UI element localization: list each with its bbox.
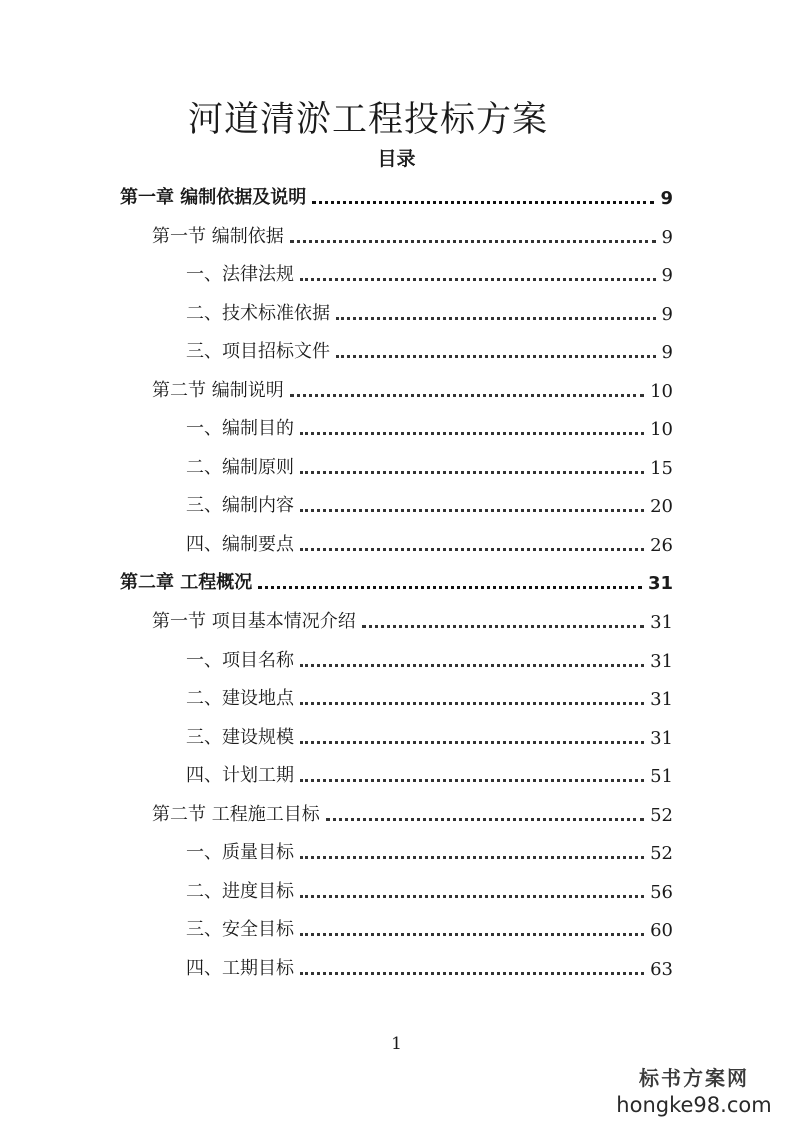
toc-entry [186, 453, 673, 479]
toc-entry-page: 9 [661, 227, 673, 248]
toc-entry-page: 51 [650, 766, 673, 787]
toc-leader-dots [300, 702, 644, 705]
toc-entry [186, 414, 673, 440]
toc-leader-dots [300, 856, 644, 859]
toc-leader-dots [300, 933, 644, 936]
toc-leader-dots [300, 779, 644, 782]
toc-entry [186, 337, 673, 363]
toc-entry-label: 第二节 编制说明 [152, 380, 284, 401]
toc-entry-page: 9 [661, 304, 673, 325]
toc-entry [120, 183, 673, 209]
toc-entry-label: 第一节 编制依据 [152, 226, 284, 247]
toc-leader-dots [300, 432, 644, 435]
toc-entry-page: 9 [660, 188, 673, 209]
toc-entry-page: 20 [650, 496, 673, 517]
toc-entry-label: 二、编制原则 [186, 457, 294, 478]
toc-entry-page: 31 [650, 612, 673, 633]
toc-entry [186, 684, 673, 710]
toc-entry-page: 9 [661, 265, 673, 286]
toc-entry [186, 761, 673, 787]
toc-entry-page: 15 [650, 458, 673, 479]
toc-entry-page: 56 [650, 882, 673, 903]
toc-entry-page: 52 [650, 843, 673, 864]
toc-entry-label: 第一章 编制依据及说明 [120, 187, 307, 208]
toc-entry [186, 530, 673, 556]
toc-entry [186, 838, 673, 864]
toc-entry-page: 63 [650, 959, 673, 980]
toc-leader-dots [258, 586, 642, 589]
toc-entry-page: 10 [650, 419, 673, 440]
toc-entry [186, 954, 673, 980]
toc-entry-label: 四、编制要点 [186, 534, 294, 555]
toc-leader-dots [362, 625, 644, 628]
toc-leader-dots [312, 201, 654, 204]
toc-entry-label: 三、编制内容 [186, 495, 294, 516]
toc-entry-page: 31 [650, 651, 673, 672]
toc-entry [152, 222, 673, 248]
toc-entry-page: 31 [647, 573, 673, 594]
toc-entry-page: 31 [650, 728, 673, 749]
toc-entry [186, 877, 673, 903]
toc-entry-page: 10 [650, 381, 673, 402]
toc-entry-label: 二、技术标准依据 [186, 303, 330, 324]
toc-entry [186, 915, 673, 941]
toc-entry [186, 260, 673, 286]
toc-entry [152, 800, 673, 826]
document-title: 河道清淤工程投标方案 [188, 100, 549, 140]
toc-entry-page: 26 [650, 535, 673, 556]
toc-entry-page: 9 [661, 342, 673, 363]
toc-entry-page: 52 [650, 805, 673, 826]
toc-entry-label: 一、质量目标 [186, 842, 294, 863]
watermark [609, 1062, 779, 1117]
toc-entry-label: 第二节 工程施工目标 [152, 804, 320, 825]
toc-entry [186, 299, 673, 325]
toc-leader-dots [290, 394, 644, 397]
watermark-url: hongke98.com [616, 1093, 772, 1117]
page-number: 1 [391, 1034, 402, 1054]
toc-entry-label: 三、安全目标 [186, 919, 294, 940]
toc-leader-dots [300, 548, 644, 551]
toc-entry-label: 三、建设规模 [186, 727, 294, 748]
toc-entry-page: 60 [650, 920, 673, 941]
toc-entry-label: 二、建设地点 [186, 688, 294, 709]
toc-entry-label: 三、项目招标文件 [186, 341, 330, 362]
toc-leader-dots [336, 355, 656, 358]
toc-entry [152, 607, 673, 633]
toc-entry [186, 491, 673, 517]
toc-entry [152, 376, 673, 402]
watermark-site-name: 标书方案网 [639, 1066, 749, 1090]
toc-entry [186, 646, 673, 672]
toc-heading: 目录 [377, 148, 416, 170]
toc-leader-dots [300, 741, 644, 744]
toc-entry-label: 四、计划工期 [186, 765, 294, 786]
toc-entry-label: 四、工期目标 [186, 958, 294, 979]
toc-entry-label: 第二章 工程概况 [120, 572, 253, 593]
toc-leader-dots [300, 972, 644, 975]
toc-leader-dots [290, 240, 656, 243]
toc-entry-label: 第一节 项目基本情况介绍 [152, 611, 356, 632]
toc-leader-dots [326, 818, 644, 821]
toc-leader-dots [300, 278, 656, 281]
toc-entry [120, 568, 673, 594]
toc-leader-dots [300, 664, 644, 667]
toc-leader-dots [300, 471, 644, 474]
toc-entry-label: 一、项目名称 [186, 650, 294, 671]
toc-leader-dots [300, 895, 644, 898]
toc-entry-label: 二、进度目标 [186, 881, 294, 902]
toc-entry-page: 31 [650, 689, 673, 710]
toc-leader-dots [336, 317, 656, 320]
toc-entry-label: 一、编制目的 [186, 418, 294, 439]
toc-entry [186, 723, 673, 749]
toc-entry-label: 一、法律法规 [186, 264, 294, 285]
toc-leader-dots [300, 509, 644, 512]
